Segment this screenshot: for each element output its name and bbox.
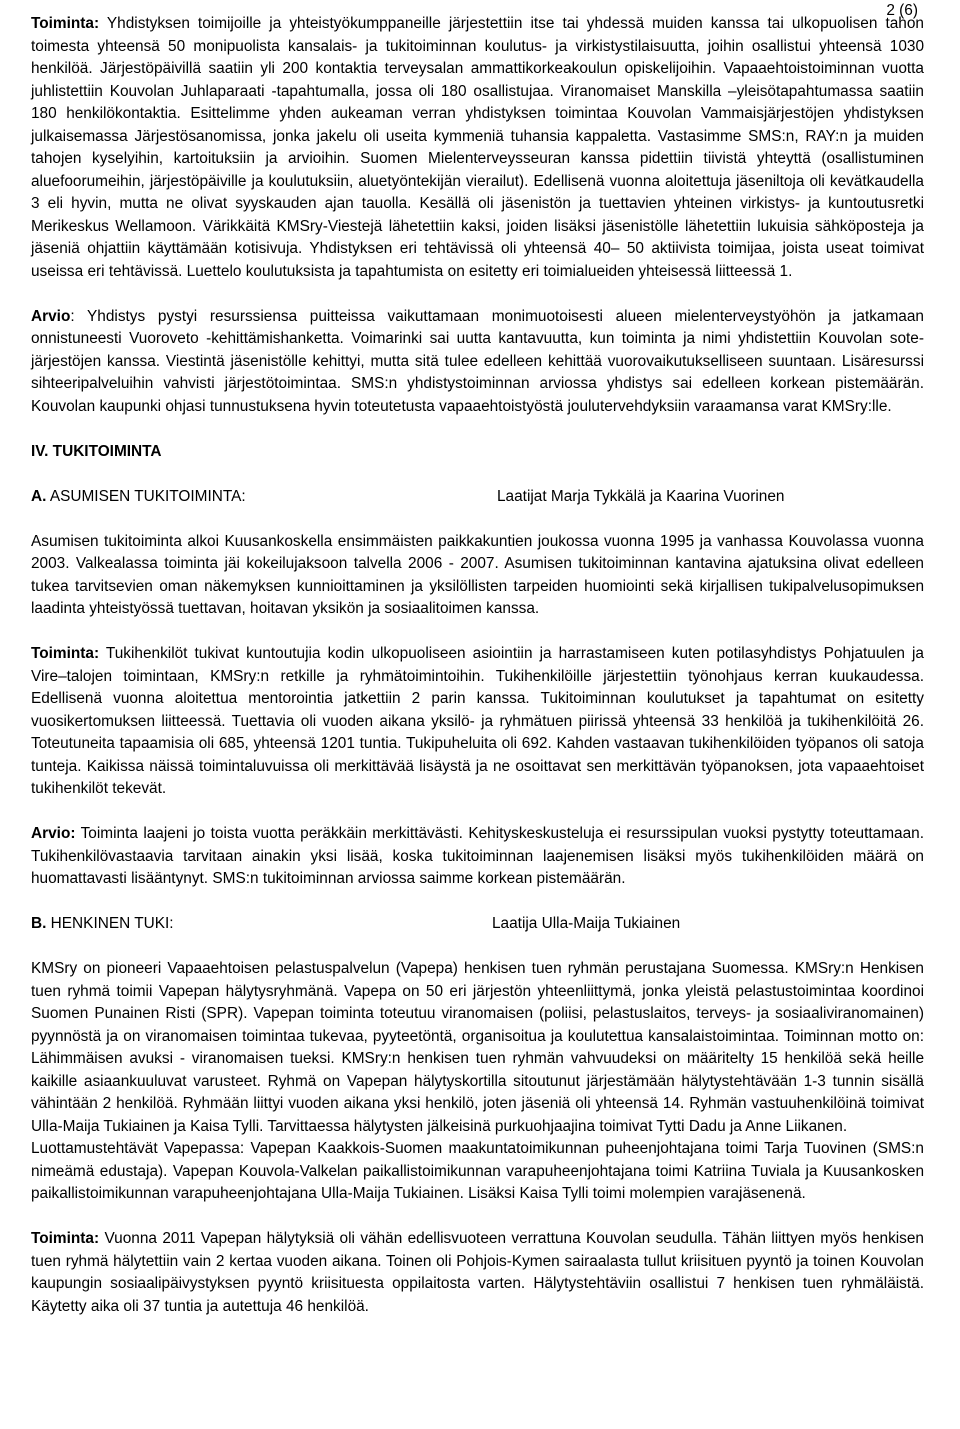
toiminta-text: Yhdistyksen toimijoille ja yhteistyökumppaneille järjestettiin itse tai yhdessä muiden kanssa tai ulkopuolisen tahon toimesta yhteensä 50 monipuolista kansalais- ja tukitoiminnan koulutus- ja virkistystilaisuutta, joihin osallistui yhteensä 1030 henkilöä. Järjestöpäivillä saatiin yli 200 kontaktia terveysalan ammattikorkeakoulun opiskelijoihin. Vapaaehtoistoiminnan vuotta juhlistettiin Kouvolan Juhlaparaati -tapahtumalla, jossa oli 180 osallistujaa. Viranomaiset Manskilla –yleisötapahtumassa saatiin 180 henkilökontaktia. Esittelimme yhden aukeaman verran yhdistyksen toimintaa Kouvolan Vammaisjärjestöjen yhdistyksen julkaisemassa Järjestösanomissa, jonka jakelu oli useita kymmeniä tuhansia kappaletta. Vastasimme SMS:n, RAY:n ja muiden tahojen kyselyihin, kartoituksiin ja arvioihin. Suomen Mielenterveysseuran kanssa pidettiin tiivistä yhteyttä (osallistuminen aluefoorumeihin, järjestöpäiville ja koulutuksiin, aluetyöntekijän vierailut). Edellisenä vuonna aloitettuja jäseniltoja oli kevätkaudella 3 eli hyvin, mutta ne olivat syyskauden ajan tauolla. Kesällä oli jäsenistön ja tuettavien yhteinen virkistys- ja kuntoutusretki Merikeskus Wellamoon. Värikkäitä KMSry-Viestejä lähetettiin kaksi, joiden lisäksi jäsenistölle lähetettiin lukuisia sähköposteja ja jäseniä ohjattiin käyttämään kotisivuja. Yhdistyksen eri tehtävissä oli yhteensä 40– 50 aktiivista toimijaa, joista useat toimivat useissa eri tehtävissä. Luettelo koulutuksista ja tapahtumista on esitetty eri toimialueiden yhteisessä liitteessä 1.: [31, 15, 924, 280]
section-a-arvio-label: Arvio:: [31, 825, 76, 842]
section-b-authors: Laatija Ulla-Maija Tukiainen: [492, 915, 681, 932]
arvio-paragraph: [31, 306, 924, 419]
section-b-toiminta-paragraph: [31, 1228, 924, 1318]
page-number: 2 (6): [886, 2, 918, 19]
section-heading-tukitoiminta: IV. TUKITOIMINTA: [31, 442, 162, 460]
section-a-authors: Laatijat Marja Tykkälä ja Kaarina Vuorinen: [497, 487, 785, 505]
section-b-letter: B.: [31, 915, 47, 932]
section-b-title: HENKINEN TUKI:: [46, 915, 174, 932]
section-b-toiminta-label: Toiminta:: [31, 1230, 100, 1247]
toiminta-paragraph: [31, 13, 924, 283]
arvio-label: Arvio: [31, 307, 71, 325]
section-a-arvio-text: Toiminta laajeni jo toista vuotta peräkkäin merkittävästi. Kehityskeskusteluja ei resurssipulan vuoksi pystytty toteuttamaan. Tukihenkilövastaavia tarvitaan ainakin yksi lisää, koska tukitoiminnan laajenemisen lisäksi myös tukihenkilöiden määrä on huomattavasti lisääntynyt. SMS:n tukitoiminnan arviossa saimme korkean pistemäärän.: [31, 825, 924, 887]
document-body: [31, 13, 924, 1318]
section-b-luottamustehtavat: Luottamustehtävät Vapepassa: Vapepan Kaakkois-Suomen maakuntatoimikunnan puheenjohtajana toimi Tarja Tuovinen (SMS:n nimeämä edustaja). Vapepan Kouvola-Valkelan paikallistoimikunnan varapuheenjohtajana toimi Katriina Tuviala ja Kuusankosken paikallistoimikunnan varapuheenjohtajana Ulla-Maija Tukiainen. Lisäksi Kaisa Tylli toimi molempien varajäsenenä.: [31, 1140, 924, 1202]
section-a-arvio-paragraph: [31, 823, 924, 891]
toiminta-label: Toiminta:: [31, 15, 100, 32]
section-b-intro: KMSry on pioneeri Vapaaehtoisen pelastuspalvelun (Vapepa) henkisen tuen ryhmän perustajana Suomessa. KMSry:n Henkisen tuen ryhmä toimii Vapepan hälytysryhmänä. Vapepa on 50 eri järjestön yhteenliittymä, jonka yleistä pelastustoimintaa koordinoi Suomen Punainen Risti (SPR). Vapepan toiminta toteutuu viranomaisen (poliisi, pelastuslaitos, terveys- ja sosiaaliviranomainen) pyynnöstä ja on viranomaisen toimintaa tukevaa, pyyteetöntä, organisoitua ja koulutettua kansalaistoimintaa. Toiminnan motto on: Lähimmäisen avuksi - viranomaisen tueksi. KMSry:n henkisen tuen ryhmän vahvuudeksi on määritelty 15 henkilöä sekä heille kaikille asiaankuuluvat varusteet. Ryhmä on Vapepan hälytyskortilla sitoutunut järjestämään hälytystehtävään 1-3 tunnin sisällä vähintään 2 henkilöä. Ryhmään liittyi vuoden aikana yksi henkilö, joten jäseniä oli yhteensä 14. Ryhmän vastuuhenkilöinä toimivat Ulla-Maija Tukiainen ja Kaisa Tylli. Tarvittaessa hälytysten jälkeisinä purkuohjaajina toimivat Tytti Dadu ja Anne Liikanen.: [31, 960, 924, 1135]
section-a-letter: A.: [31, 487, 47, 505]
arvio-text: : Yhdistys pystyi resurssiensa puitteissa vaikuttamaan monimuotoisesti alueen mielenterveystyöhön ja jatkamaan onnistuneesti Vuoroveto -kehittämishanketta. Voimarinki sai uutta kantavuutta, kun toiminta ja nimi yhdistettiin Kouvolan sote-järjestöjen kanssa. Viestintä jäsenistölle kehittyi, mutta sitä tulee edelleen kehittää vuorovaikutukselliseen suuntaan. Lisäresurssi sihteeripalveluihin vahvisti järjestötoimintaa. SMS:n yhdistystoiminnan arviossa yhdistys sai edelleen korkean pistemäärän. Kouvolan kaupunki ohjasi tunnustuksena hyvin toteutetusta vapaaehtoistyöstä joulutervehdyksiin varaamansa varat KMSry:lle.: [31, 307, 924, 415]
section-b-toiminta-text: Vuonna 2011 Vapepan hälytyksiä oli vähän edellisvuoteen verrattuna Kouvolan seudulla. Tähän liittyen myös henkisen tuen ryhmä hälytettiin vain 2 kertaa vuoden aikana. Toinen oli Pohjois-Kymen sairaalasta tullut kriisituen pyyntö ja toinen Kouvolan kaupungin sosiaalipäivystyksen pyyntö kriisituesta oppilaitosta varten. Hälytystehtäviin osallistui 7 henkisen tuen ryhmäläistä. Käytetty aika oli 37 tuntia ja autettuja 46 henkilöä.: [31, 1230, 924, 1315]
section-a-toiminta-label: Toiminta:: [31, 645, 100, 662]
section-a-toiminta-text: Tukihenkilöt tukivat kuntoutujia kodin ulkopuoliseen asiointiin ja harrastamiseen kuten potilasyhdistys Pohjatuulen ja Vire–talojen toimintaan, KMSry:n retkille ja ryhmätoimintoihin. Tukihenkilöille järjestettiin työnohjaus kerran kuukaudessa. Edellisenä vuonna aloitettua mentorointia jatkettiin 2 parin kanssa. Tukitoiminnan koulutukset ja tapahtumat on esitetty vuosikertomuksen liitteessä. Tuettavia oli vuoden aikana yksilö- ja ryhmätuen piirissä yhteensä 33 henkilöä ja tukihenkilöitä 26. Toteutuneita tapaamisia oli 685, yhteensä 1201 tuntia. Tukipuheluita oli 692. Kahden vastaavan tukihenkilöiden työpanos oli satoja tunteja. Kaikissa näissä toimintaluvuissa oli merkittävää lisäystä ja ne osoittavat sen merkittävän työpanoksen, jota vapaaehtoiset tukihenkilöt tekevät.: [31, 645, 924, 797]
section-a-intro: Asumisen tukitoiminta alkoi Kuusankoskella ensimmäisten paikkakuntien joukossa vuonna 1995 ja vanhassa Kouvolassa vuonna 2003. Valkealassa toiminta jäi kokeilujaksoon talvella 2006 - 2007. Asumisen tukitoiminnan kantavina ajatuksina olivat edelleen tukea tarvitsevien oman näkemyksen kunnioittaminen ja yksilöllisten tarpeiden huomiointi sekä kirjallisen tukipalvelusopimuksen laadinta yhteistyössä tuettavan, hoitavan yksikön ja sosiaalitoimen kanssa.: [31, 532, 924, 617]
section-a-toiminta-paragraph: [31, 643, 924, 801]
section-a-header: [31, 486, 924, 509]
section-b-header: [31, 913, 924, 936]
section-a-title: ASUMISEN TUKITOIMINTA:: [46, 487, 246, 505]
